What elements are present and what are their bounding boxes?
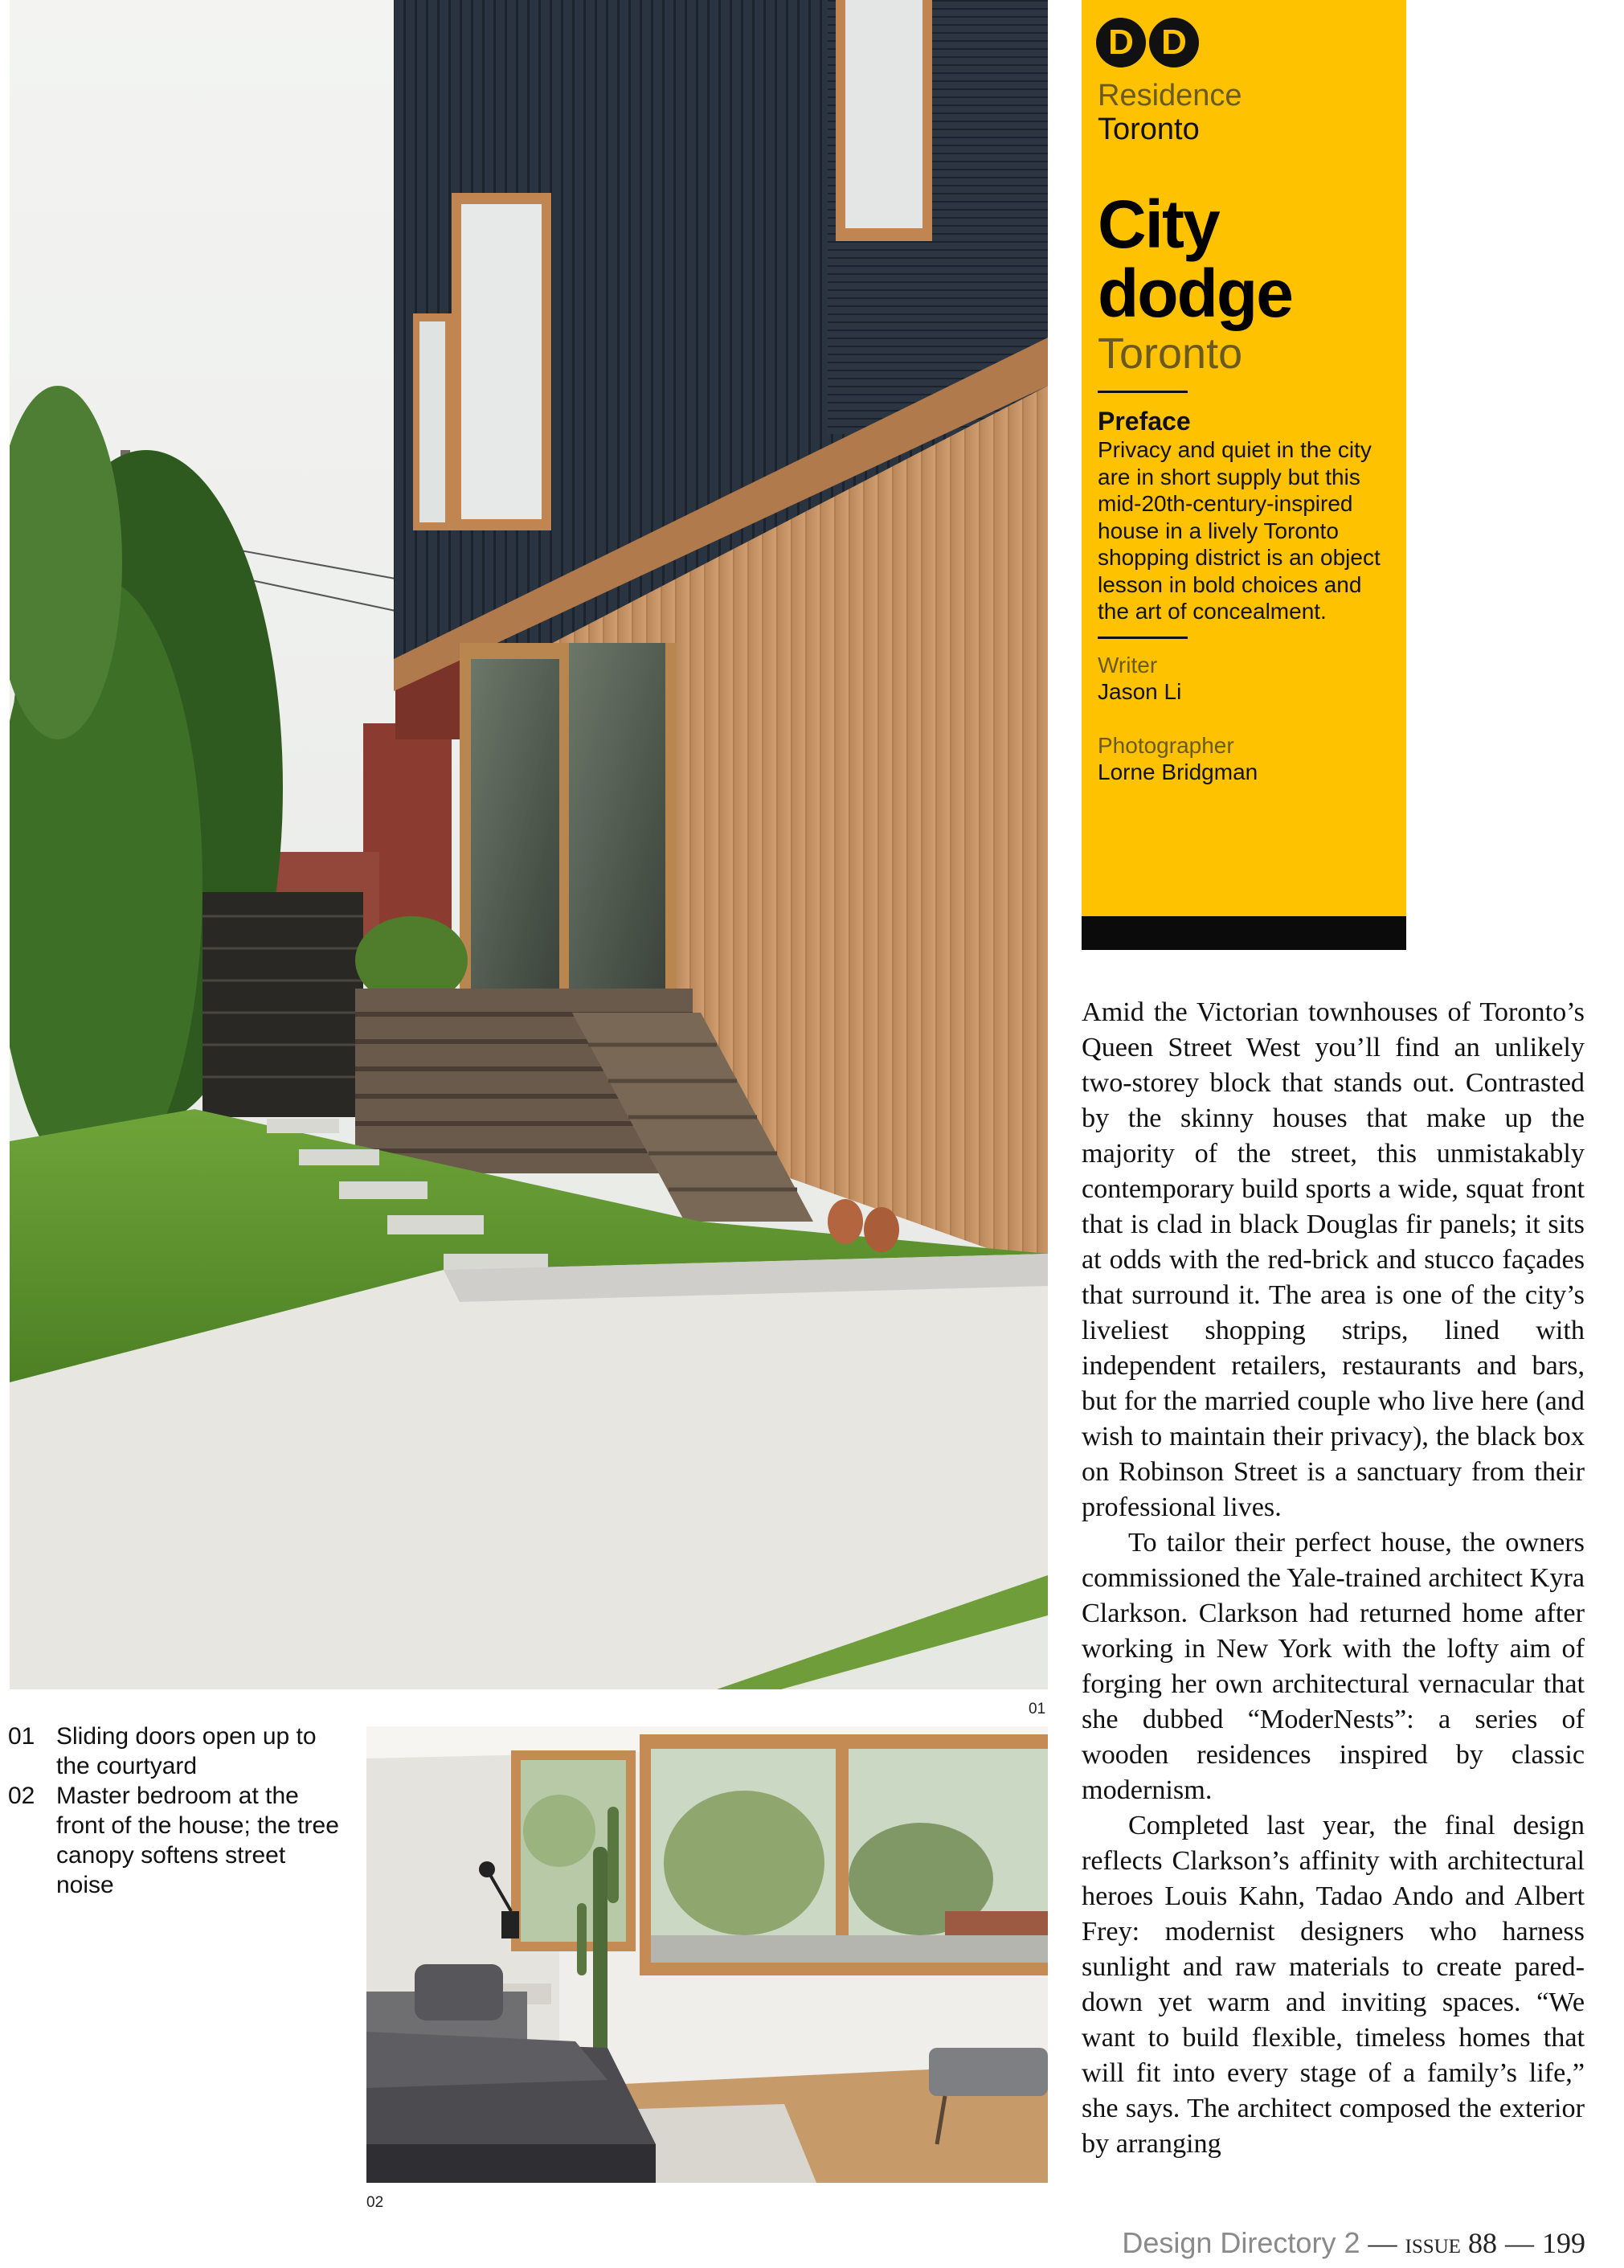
photographer-label: Photographer [1098, 732, 1234, 758]
caption-02 [8, 1781, 346, 1900]
footer-publication: Design Directory 2 [1122, 2226, 1360, 2259]
exterior-illustration [10, 0, 1048, 1689]
writer-label: Writer [1098, 652, 1158, 678]
article-body [1082, 995, 1585, 2162]
logo-letter: D [1149, 18, 1199, 68]
article-title [1098, 186, 1390, 331]
writer-name: Jason Li [1098, 678, 1182, 704]
caption-01 [8, 1721, 346, 1781]
photographer-name: Lorne Bridgman [1098, 759, 1258, 784]
logo-letter: D [1096, 18, 1146, 68]
caption-number: 01 [8, 1723, 35, 1750]
caption-text: Sliding doors open up to the courtyard [56, 1723, 317, 1779]
title-line-1: City [1098, 186, 1219, 262]
page-footer [1122, 2226, 1585, 2260]
sidebar-category: Residence [1098, 79, 1242, 113]
article-subtitle: Toronto [1098, 330, 1243, 378]
article-paragraph: To tailor their perfect house, the owners commissioned the Yale-trained architect Kyra Clarkson. Clarkson had returned home after working in New York with the lofty aim of forging her own architectural vernacular that she dubbed “ModerNests”: a series of wooden residences inspired by classic modernism. [1082, 1528, 1585, 1805]
caption-number: 02 [8, 1783, 35, 1809]
photo-number-02: 02 [366, 2194, 384, 2211]
footer-separator: — [1504, 2227, 1534, 2259]
footer-issue: issue 88 [1405, 2227, 1497, 2259]
sidebar-city: Toronto [1098, 113, 1200, 146]
article-sidebar [1082, 0, 1406, 916]
photo-number-01: 01 [1029, 1701, 1046, 1717]
article-paragraph: Amid the Victorian townhouses of Toronto’s Queen Street West you’ll find an unlikely two-storey block that stands out. Contrasted by the skinny houses that make up the majority of the street, this unmistakably contemporary build sports a wide, squat front that is clad in black Douglas fir panels; it sits at odds with the red-brick and stucco façades that surround it. The area is one of the city’s liveliest shopping strips, lined with independent retailers, restaurants and bars, but for the married couple who live here (and wish to maintain their privacy), the black box on Robinson Street is a sanctuary from their professional lives. [1082, 997, 1585, 1522]
preface-text: Privacy and quiet in the city are in short supply but this mid-20th-century-inspired house in a lively Toronto shopping district is an object lesson in bold choices and the art of concealment. [1098, 437, 1381, 624]
photo-master-bedroom [366, 1726, 1048, 2183]
divider [1098, 637, 1188, 639]
sidebar-black-bar [1082, 916, 1406, 950]
page-number: 199 [1542, 2227, 1585, 2259]
title-line-2: dodge [1098, 256, 1292, 331]
footer-separator: — [1368, 2227, 1397, 2259]
photo-exterior-courtyard [10, 0, 1048, 1689]
dd-logo [1096, 18, 1390, 68]
preface-heading: Preface [1098, 407, 1191, 436]
photo-captions [8, 1721, 346, 1900]
caption-text: Master bedroom at the front of the house; the tree canopy softens street noise [56, 1783, 339, 1898]
article-paragraph: Completed last year, the final design reflects Clarkson’s affinity with architectural heroes Louis Kahn, Tadao Ando and Albert Frey: modernist designers who harness sunlight and raw materials to create pared-down yet warm and inviting spaces. “We want to build flexible, timeless homes that will fit into every stage of a family’s life,” she says. The architect composed the exterior by arranging [1082, 1811, 1585, 2159]
divider [1098, 391, 1188, 393]
bedroom-illustration [366, 1726, 1048, 2183]
